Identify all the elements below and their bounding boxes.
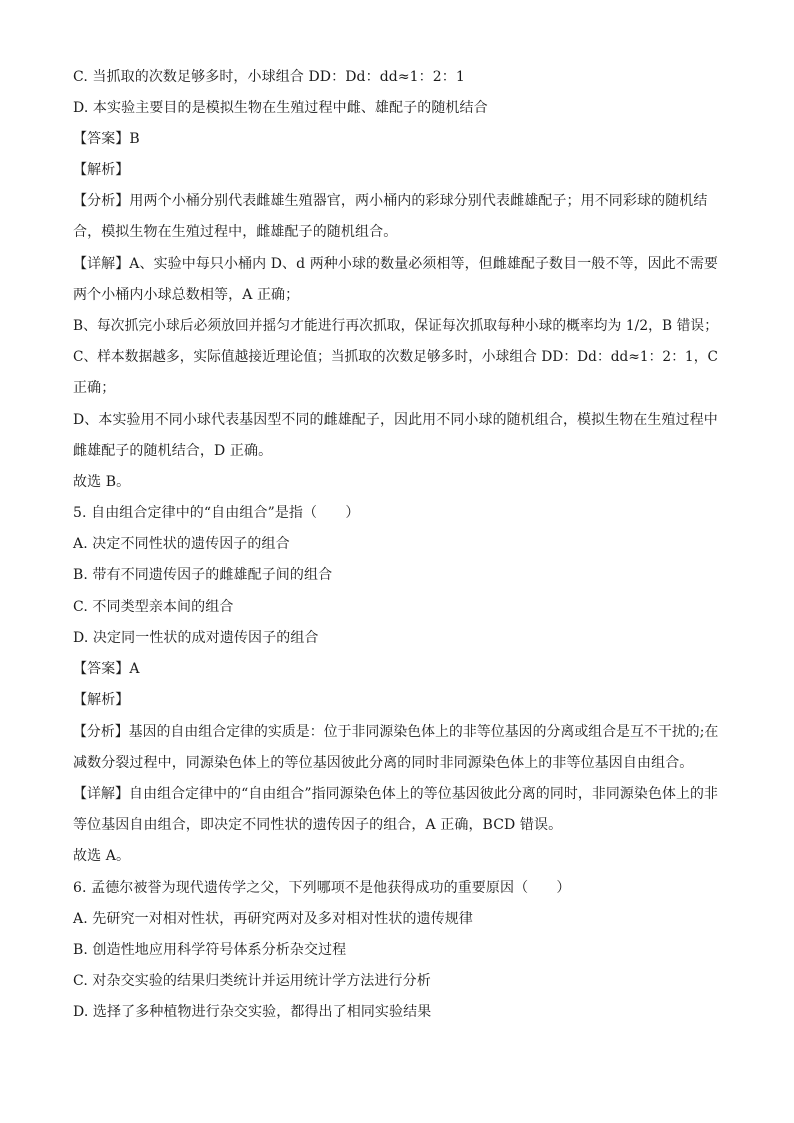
q5-detail-line: 等位基因自由组合，即决定不同性状的遗传因子的组合，A 正确，BCD 错误。 xyxy=(73,817,563,833)
q4-detail-line: D、本实验用不同小球代表基因型不同的雌雄配子，因此用不同小球的随机组合，模拟生物在生殖过程中 xyxy=(73,412,718,428)
q5-answer: 【答案】A xyxy=(73,661,140,677)
q4-answer: 【答案】B xyxy=(73,131,140,147)
q5-analysis-line: 【分析】基因的自由组合定律的实质是：位于非同源染色体上的非等位基因的分离或组合是互不干扰的;在 xyxy=(73,724,719,740)
q5-analysis-line: 减数分裂过程中，同源染色体上的等位基因彼此分离的同时非同源染色体上的非等位基因自由组合。 xyxy=(73,755,694,771)
q4-detail-line: 两个小桶内小球总数相等，A 正确； xyxy=(73,287,300,303)
q4-analysis-line: 【分析】用两个小桶分别代表雌雄生殖器官，两小桶内的彩球分别代表雌雄配子；用不同彩球的随机结 xyxy=(73,193,708,209)
q4-option-c: C. 当抓取的次数足够多时，小球组合 DD：Dd：dd≈1：2：1 xyxy=(73,69,465,85)
q4-conclusion: 故选 B。 xyxy=(73,474,131,490)
q5-option-b: B. 带有不同遗传因子的雌雄配子间的组合 xyxy=(73,567,333,583)
q5-option-a: A. 决定不同性状的遗传因子的组合 xyxy=(73,536,290,552)
q5-conclusion: 故选 A。 xyxy=(73,848,131,864)
q4-detail-line: 雌雄配子的随机结合，D 正确。 xyxy=(73,443,273,459)
q6-stem: 6. 孟德尔被誉为现代遗传学之父，下列哪项不是他获得成功的重要原因（ ） xyxy=(73,880,571,896)
q6-option-a: A. 先研究一对相对性状，再研究两对及多对相对性状的遗传规律 xyxy=(73,911,474,927)
q5-analysis-heading: 【解析】 xyxy=(73,692,130,708)
q6-option-d: D. 选择了多种植物进行杂交实验，都得出了相同实验结果 xyxy=(73,1004,432,1020)
q4-detail-line: B、每次抓完小球后必须放回并摇匀才能进行再次抓取，保证每次抓取每种小球的概率均为 1/2，B 错误； xyxy=(73,318,719,334)
q6-option-b: B. 创造性地应用科学符号体系分析杂交过程 xyxy=(73,942,347,958)
q4-detail-line: C、样本数据越多，实际值越接近理论值；当抓取的次数足够多时，小球组合 DD：Dd：dd≈1：2：1，C xyxy=(73,349,718,365)
q5-option-d: D. 决定同一性状的成对遗传因子的组合 xyxy=(73,630,319,646)
q4-analysis-line: 合，模拟生物在生殖过程中，雌雄配子的随机组合。 xyxy=(73,224,398,240)
q5-detail-line: 【详解】自由组合定律中的“自由组合”指同源染色体上的等位基因彼此分离的同时，非同源染色体上的非 xyxy=(73,786,719,802)
q4-detail-line: 正确； xyxy=(73,380,116,396)
q6-option-c: C. 对杂交实验的结果归类统计并运用统计学方法进行分析 xyxy=(73,973,431,989)
q5-option-c: C. 不同类型亲本间的组合 xyxy=(73,599,234,615)
q5-stem: 5. 自由组合定律中的“自由组合”是指（ ） xyxy=(73,505,360,521)
q4-detail-line: 【详解】A、实验中每只小桶内 D、d 两种小球的数量必须相等，但雌雄配子数目一般不等，因此不需要 xyxy=(73,256,718,272)
q4-option-d: D. 本实验主要目的是模拟生物在生殖过程中雌、雄配子的随机结合 xyxy=(73,100,488,116)
q4-analysis-heading: 【解析】 xyxy=(73,162,130,178)
